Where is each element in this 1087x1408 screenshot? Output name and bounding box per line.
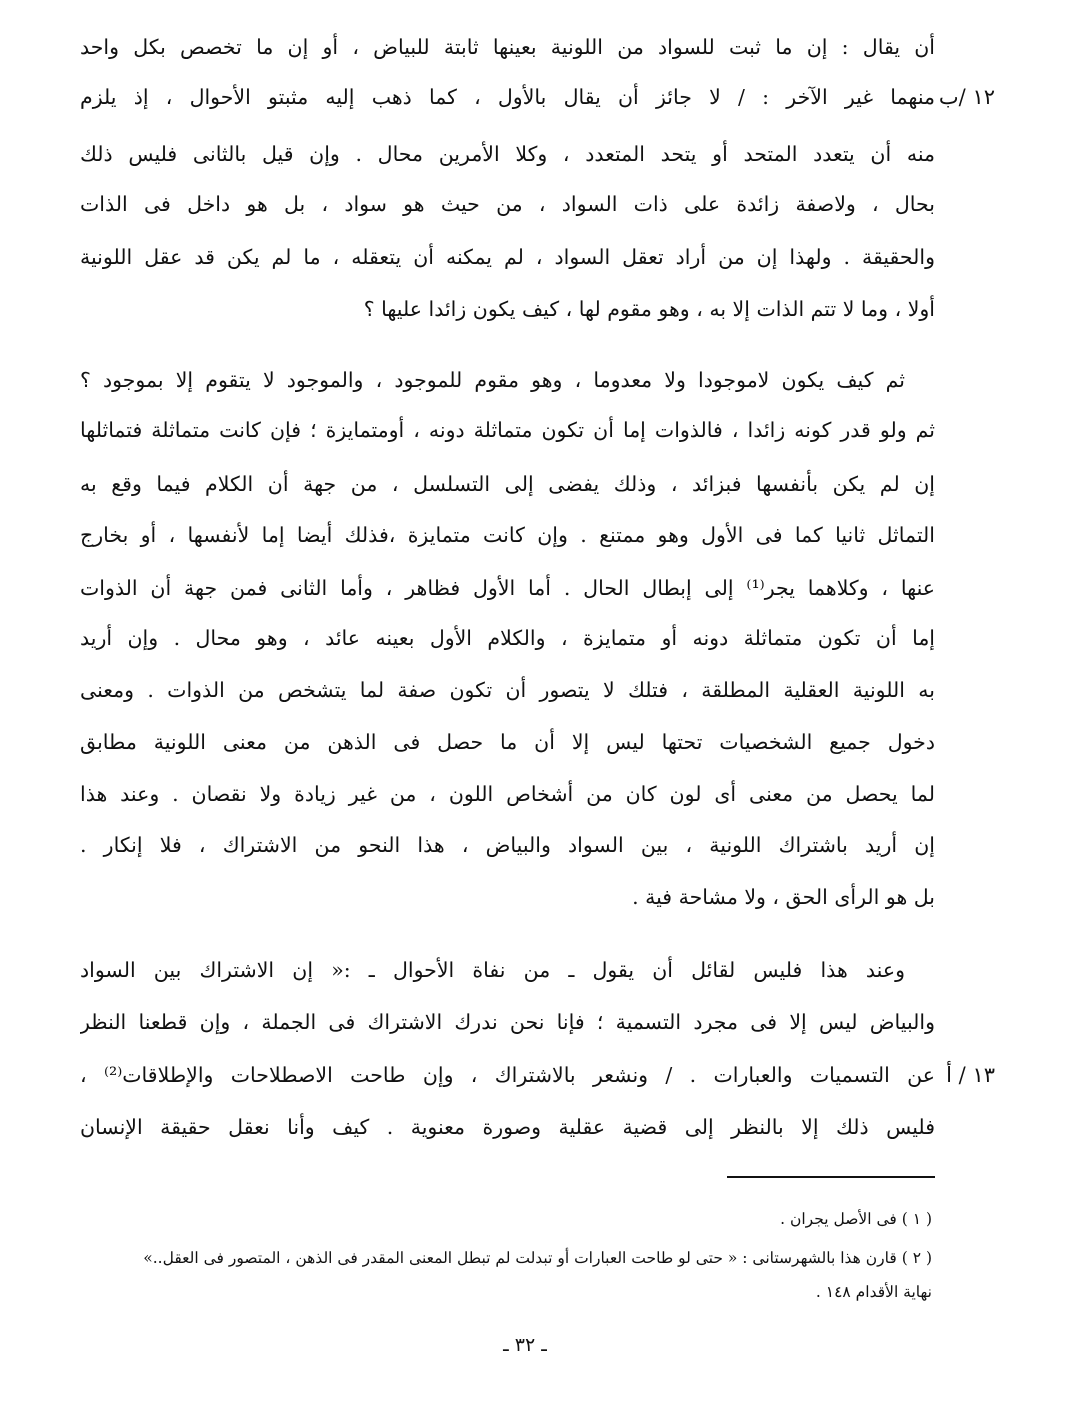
text-line: ثم ولو قدر كونه زائدا ، فالذوات إما أن تكون متماثلة دونه ، أومتمايزة ؛ فإن كانت متماثلة فتماثلها bbox=[80, 418, 935, 442]
text-line: أن يقال : إن ما ثبت للسواد من اللونية بعينها ثابتة للبياض ، أو إن ما تخصص بكل واحد bbox=[80, 35, 935, 59]
text-line: إن لم يكن بأنفسها فبزائد ، وذلك يفضى إلى التسلسل ، من جهة أن الكلام فيما وقع به bbox=[80, 472, 935, 496]
page-number: ـ ٣٢ ـ bbox=[503, 1334, 547, 1356]
footnote-separator bbox=[727, 1176, 935, 1178]
footnote-2-continuation: نهاية الأقدام ١٤٨ . bbox=[815, 1283, 932, 1301]
text-line: منهما غير الآخر : / لا جائز أن يقال بالأول ، كما ذهب إليه مثبتو الأحوال ، إذ يلزم bbox=[80, 85, 935, 109]
text-line: التماثل ثانيا كما فى الأول وهو ممتنع . وإن كانت متمايزة ،فذلك أيضا إما لأنفسها ، أو بخارج bbox=[80, 523, 935, 547]
text-line: أولا ، وما لا تتم الذات إلا به ، وهو مقوم لها ، كيف يكون زائدا عليها ؟ bbox=[363, 297, 935, 321]
text-line: دخول جميع الشخصيات تحتها ليس إلا أن ما حصل فى الذهن من معنى اللونية مطابق bbox=[80, 730, 935, 754]
text-line: ثم كيف يكون لاموجودا ولا معدوما ، وهو مقوم للموجود ، والموجود لا يتقوم إلا بموجود ؟ bbox=[80, 368, 905, 392]
text-line: والحقيقة . ولهذا إن من أراد تعقل السواد ، لم يمكنه أن يتعقله ، ما لم يكن قد عقل اللونية bbox=[80, 245, 935, 269]
text-line: إن أريد باشتراك اللونية ، بين السواد والبياض ، هذا النحو من الاشتراك ، فلا إنكار . bbox=[80, 833, 935, 857]
margin-folio-marker: ١٣ / أ bbox=[946, 1063, 995, 1087]
text-line: إما أن تكون متماثلة دونه أو متمايزة ، والكلام الأول بعينه عائد ، وهو محال . وإن أريد bbox=[80, 626, 935, 650]
text-line: فليس ذلك إلا بالنظر إلى قضية عقلية وصورة معنوية . كيف وأنا نعقل حقيقة الإنسان bbox=[80, 1115, 935, 1139]
text-line: لما يحصل من معنى أى لون كان من أشخاص اللون ، من غير زيادة ولا نقصان . وعند هذا bbox=[80, 782, 935, 806]
margin-folio-marker: ١٢ /ب bbox=[938, 85, 995, 109]
text-line: بل هو الرأى الحق ، ولا مشاحة فية . bbox=[632, 885, 935, 909]
text-line: منه أن يتعدد المتحد أو يتحد المتعدد ، وكلا الأمرين محال . وإن قيل بالثانى فليس ذلك bbox=[80, 142, 935, 166]
text-line: عنها ، وكلاهما يجر⁽¹⁾ إلى إبطال الحال . أما الأول فظاهر ، وأما الثانى فمن جهة أن الذوات bbox=[80, 576, 935, 600]
text-line: بحال ، ولاصفة زائدة على ذات السواد ، من حيث هو سواد ، بل هو داخل فى الذات bbox=[80, 192, 935, 216]
text-line: وعند هذا فليس لقائل أن يقول ـ من نفاة الأحوال ـ :« إن الاشتراك بين السواد bbox=[80, 958, 905, 982]
text-line: عن التسميات والعبارات . / ونشعر بالاشتراك ، وإن طاحت الاصطلاحات والإطلاقات⁽²⁾ ، bbox=[80, 1063, 935, 1087]
text-line: به اللونية العقلية المطلقة ، فتلك لا يتصور أن تكون صفة لما يتشخص من الذوات . ومعنى bbox=[80, 678, 935, 702]
footnote-2: ( ٢ ) قارن هذا بالشهرستانى : « حتى لو طاحت العبارات أو تبدلت لم تبطل المعنى المقدر فى الذهن ، المتصور فى العقل..» bbox=[143, 1249, 932, 1267]
footnote-1: ( ١ ) فى الأصل يجران . bbox=[780, 1210, 932, 1228]
text-line: والبياض ليس إلا فى مجرد التسمية ؛ فإنا نحن ندرك الاشتراك فى الجملة ، وإن قطعنا النظر bbox=[80, 1010, 935, 1034]
